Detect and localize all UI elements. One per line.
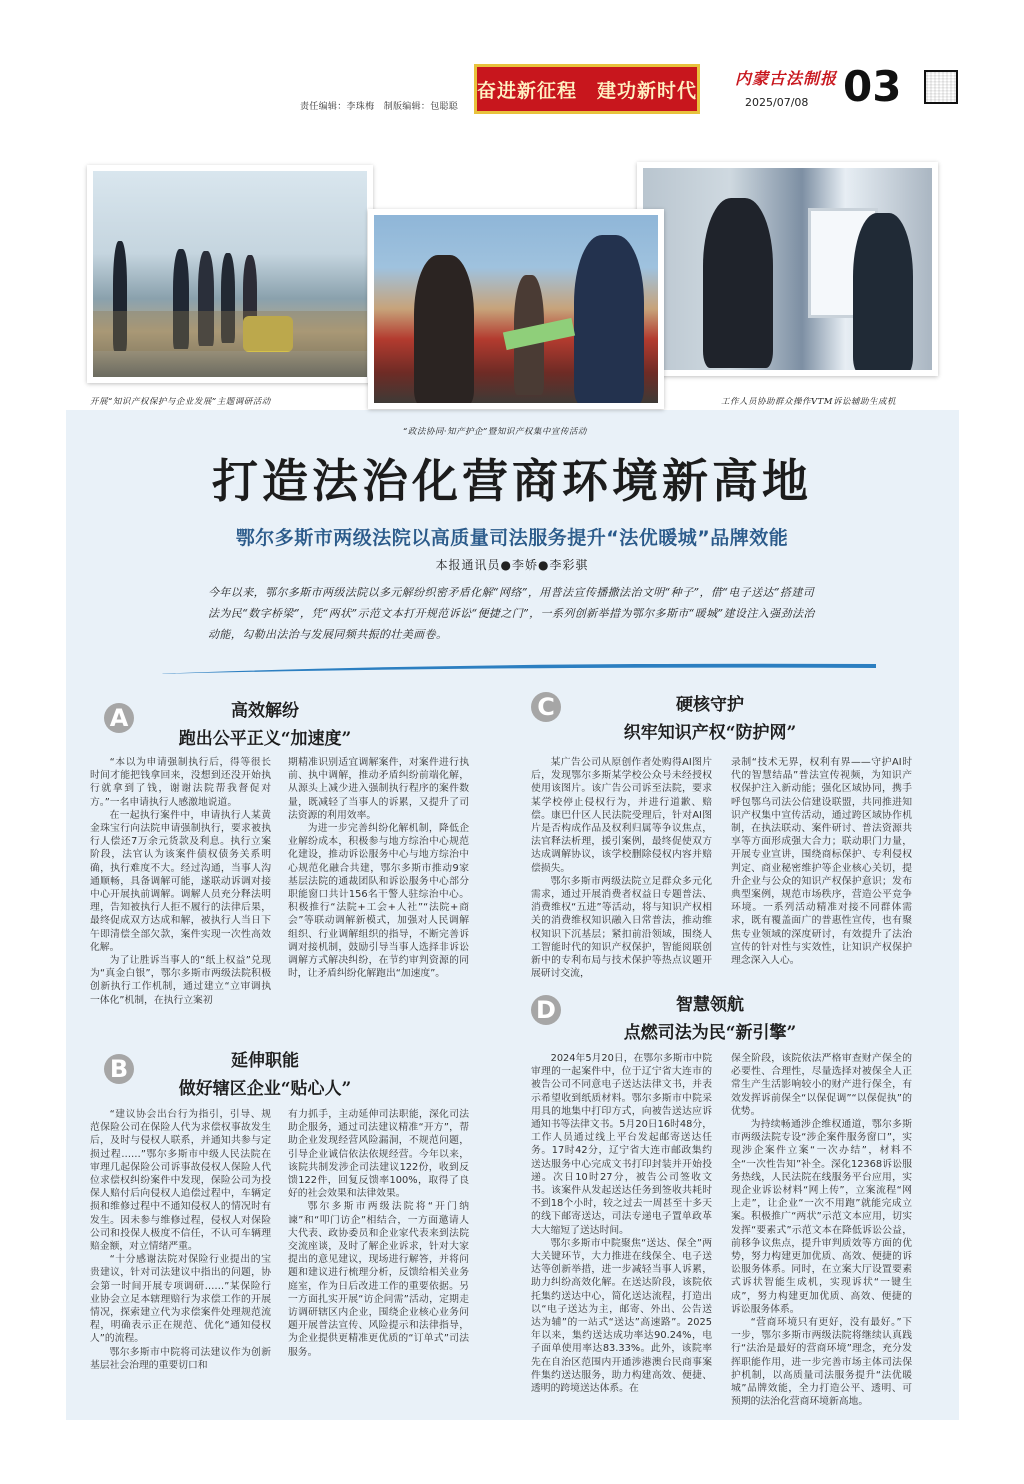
editor-credits: 责任编辑：李珠梅 制版编辑：包聪聪 (300, 102, 459, 112)
paragraph: 鄂尔多斯市两级法院将“开门纳谏”和“叩门访企”相结合，一方面邀请人大代表、政协委员和企业家代表来到法院交流座谈，及时了解企业诉求，针对大家提出的意见建议，现场进行解答，并将问题和建议进行梳理分析，反馈给相关业务庭室，作为日后改进工作的重要依据。另一方面扎实开展“访企问需”活动，定期走访调研辖区内企业，围绕企业核心业务问题开展普法宣传、风险提示和法律指导，为企业提供更精准更优质的“订单式”司法服务。 (288, 1201, 469, 1358)
section-d-title (585, 990, 835, 1043)
paragraph: 为了让胜诉当事人的“纸上权益”兑现为“真金白银”，鄂尔多斯市两级法院积极创新执行工作机制，通过建立“立审调执一体化”机制，在执行立案初 (90, 955, 271, 1006)
section-d-column-2 (731, 1052, 912, 1408)
paragraph: 为持续畅通涉企维权通道，鄂尔多斯市两级法院专设“涉企案件服务窗口”，实现涉企案件立案“一次办结”，材料不全“一次性告知”补全。深化12368诉讼服务热线，人民法院在线服务平台应用，实现企业诉讼材料“网上传”，立案流程“网上走”，让企业“一次不用跑”就能完成立案。积极推广“两状”示范文本应用，切实发挥“要素式”示范文本在降低诉讼公益，前移争议焦点，提升审判质效等方面的优势，努力构建更加优质、高效、便捷的诉讼服务体系。同时，在立案大厅设置要素式诉状智能生成机，实现诉状“一键生成”，努力构建更加优质、高效、便捷的诉讼服务体系。 (731, 1119, 912, 1315)
section-b-title (140, 1046, 390, 1099)
paragraph: 某广告公司从原创作者处购得AI图片后，发现鄂尔多斯某学校公众号未经授权使用该图片。该广告公司诉至法院，要求某学校停止侵权行为，并进行道歉、赔偿。康巴什区人民法院受理后，针对AI图片是否构成作品及权利归属等争议焦点，法官释法析理，援引案例，最终促使双方达成调解协议，该学校删除侵权内容并赔偿损失。 (531, 757, 712, 874)
section-a-column-1 (90, 756, 271, 1007)
paragraph: “本以为申请强制执行后，得等很长时间才能把钱拿回来，没想到还没开始执行就拿到了钱，谢谢法院帮我督促对方。”一名申请执行人感激地说道。 (90, 757, 271, 808)
section-b-title-line1: 延伸职能 (231, 1051, 299, 1071)
photo-caption-right: 工作人员协助群众操作VTM诉讼辅助生成机 (721, 397, 897, 407)
section-c-title (585, 690, 835, 743)
paragraph: 鄂尔多斯市中院聚焦“送达、保全”两大关键环节，大力推进在线保全、电子送达等创新举措，进一步减轻当事人诉累，助力纠纷高效化解。在送达阶段，该院依托集约送达中心，简化送达流程，打造出以“电子送达为主，邮寄、外出、公告送达为辅”的一站式“送达”高速路”。2025年以来，集约送达成功率达90.24%，电子面单使用率达83.33%。此外，该院率先在自治区范围内开通涉港澳台民商事案件集约送达服务，助力构建高效、便捷、透明的跨境送达体系。在 (531, 1237, 712, 1395)
article-lead: 今年以来，鄂尔多斯市两级法院以多元解纷织密矛盾化解“网络”，用普法宣传播撒法治文明“种子”，借“电子送达”搭建司法为民“数字桥梁”，凭“两状”示范文本打开规范诉讼“便捷之门”，一系列创新举措为鄂尔多斯市“暖城”建设注入强劲法治动能，勾勒出法治与发展同频共振的壮美画卷。 (208, 586, 815, 641)
section-b-column-1 (90, 1108, 271, 1372)
outdoor-campaign-image (374, 215, 658, 403)
vtm-machine-image (643, 168, 932, 370)
paragraph: 鄂尔多斯市中院将司法建议作为创新基层社会治理的重要切口和 (90, 1346, 271, 1371)
section-b-title-line2: 做好辖区企业“贴心人” (178, 1079, 352, 1099)
section-d-title-line1: 智慧领航 (676, 995, 744, 1015)
section-c-column-2 (731, 756, 912, 967)
paragraph: “营商环境只有更好，没有最好。”下一步，鄂尔多斯市两级法院将继续认真践行“法治是最好的营商环境”理念，充分发挥职能作用，进一步完善市场主体司法保护机制，以高质量司法服务提升“法优暖城”品牌效能，全力打造公平、透明、可预期的法治化营商环境新高地。 (731, 1317, 912, 1408)
paragraph: 有力抓手，主动延伸司法职能，深化司法助企服务，通过司法建议精准“开方”，帮助企业发现经营风险漏洞，不规范问题，引导企业诚信依法依规经营。今年以来，该院共制发涉企司法建议122份，收到反馈122件，回复反馈率100%，取得了良好的社会效果和法律效果。 (288, 1109, 469, 1200)
section-b-column-2 (288, 1108, 469, 1359)
paragraph: 保全阶段，该院依法严格审查财产保全的必要性、合理性，尽量选择对被保全人正常生产生活影响较小的财产进行保全，有效发挥诉前保全“以保促调”“以保促执”的优势。 (731, 1053, 912, 1117)
page-number: 03 (843, 62, 902, 111)
photo-caption-center: “政法协同·知产护企”暨知识产权集中宣传活动 (403, 427, 587, 437)
photo-caption-left: 开展“知识产权保护与企业发展”主题调研活动 (90, 397, 271, 407)
section-a-title-line1: 高效解纷 (231, 701, 299, 721)
paragraph: “建议协会出台行为指引，引导、规范保险公司在保险人代为求偿权事故发生后，及时与侵权人联系，并通知共参与定损过程……”鄂尔多斯市中级人民法院在审理几起保险公司诉事故侵权人保险人代位求偿权纠纷案件中发现，保险公司为投保人赔付后向侵权人追偿过程中，车辆定损和维修过程中不通知侵权人的情况时有发生。因未参与维修过程，侵权人对保险公司和投保人极度不信任，不认可车辆理赔金额，对立情绪严重。 (90, 1109, 271, 1253)
article-subheadline: 鄂尔多斯市两级法院以高质量司法服务提升“法优暖城”品牌效能 (235, 527, 789, 549)
paragraph: 为进一步完善纠纷化解机制，降低企业解纷成本，积极参与地方综治中心规范化建设，推动诉讼服务中心与地方综治中心规范化融合共建，鄂尔多斯市推动9家基层法院的通裁团队和诉讼服务中心部分职能窗口共计156名干警人驻综治中心。积极推行“法院+工会+人社”“法院+商会”等联动调解新模式，加强对人民调解组织、行业调解组织的指导，不断完善诉调对接机制，鼓励引导当事人选择非诉讼调解方式解决纠纷，在节约审判资源的同时，让矛盾纠纷化解跑出“加速度”。 (288, 823, 469, 980)
qr-code-icon (924, 70, 958, 104)
paragraph: 期精准识别适宜调解案件，对案件进行执前、执中调解，推动矛盾纠纷前端化解，从源头上减少进入强制执行程序的案件数量，既减轻了当事人的诉累，又提升了司法资源的利用效率。 (288, 757, 469, 821)
section-d-title-line2: 点燃司法为民“新引擎” (623, 1023, 797, 1043)
photo-ip-campaign (368, 209, 664, 409)
section-a-marker: A (104, 703, 134, 733)
slogan-banner (474, 64, 700, 114)
decorative-swoosh (156, 660, 876, 676)
section-d-column-1 (531, 1052, 712, 1395)
paragraph: 2024年5月20日，在鄂尔多斯市中院审理的一起案件中，位于辽宁省大连市的被告公司不同意电子送达法律文书，并表示希望收到纸质材料。鄂尔多斯市中院采用具的地集中打印方式，向被告送达应诉通知书等法律文书。5月20日16时48分，工作人员通过线上平台发起邮寄送达任务。17时42分，辽宁省大连市邮政集约送达服务中心完成文书打印封装并开始投递。次日10时27分，被告公司签收文书。该案件从发起送达任务到签收共耗时不到18个小时，较之过去一周甚至十多天的线下邮寄送达，司法专递电子置单政革大大缩短了送达时间。 (531, 1053, 712, 1236)
paragraph: 在一起执行案件中，申请执行人某黄金珠宝行向法院申请强制执行，要求被执行人偿还7万余元货款及利息。执行立案阶段，法官认为该案件债权债务关系明确，执行难度不大。经过沟通，当事人沟通顺畅，具备调解可能，遂联动诉调对接中心开展执前调解。调解人员充分释法明理，告知被执行人拒不履行的法律后果，最终促成双方达成和解，被执行人当日下午即清偿全部欠款，案件实现一次性高效化解。 (90, 809, 271, 953)
section-c-title-line2: 织牢知识产权“防护网” (623, 723, 797, 743)
section-a-title (140, 696, 390, 749)
article-headline: 打造法治化营商环境新高地 (212, 454, 812, 508)
section-c-title-line1: 硬核守护 (676, 695, 744, 715)
section-a-title-line2: 跑出公平正义“加速度” (178, 729, 352, 749)
section-c-column-1 (531, 756, 712, 980)
paragraph: 录制“技术无界，权利有界——守护AI时代的智慧结晶”普法宣传视频，为知识产权保护注入新动能；强化区域协同，携手呼包鄂乌司法公信建设联盟，共同推进知识产权集中宣传活动，通过跨区域协作机制，在执法联动、案件研讨、普法资源共享等方面形成强大合力；联动职门力量，开展专业宣讲，围绕商标保护、专利侵权判定、商业秘密维护等企业核心关切，提升企业与公众的知识产权保护意识；发布典型案例，规范市场秩序，营造公平竞争环境。一系列活动精准对接不同群体需求，既有覆盖面广的普惠性宣传，也有聚焦专业领域的深度研讨，有效提升了法治宣传的针对性与实效性，让知识产权保护理念深入人心。 (731, 757, 912, 967)
section-b-marker: B (104, 1054, 134, 1084)
exhibition-hall-image (93, 171, 367, 377)
article-byline: 本报通讯员●李娇●李彩骐 (435, 558, 589, 572)
section-d-marker: D (531, 995, 561, 1025)
paragraph: 鄂尔多斯市两级法院立足群众多元化需求，通过开展消费者权益日专题普法、消费维权“五进”等活动，将与知识产权相关的消费维权知识融入日常普法，推动维权知识下沉基层；紧扣前沿领域，围绕人工智能时代的知识产权保护，智能阅联创新中的专利布局与技术保护等热点议题开展研讨交流， (531, 875, 712, 980)
paragraph: “十分感谢法院对保险行业提出的宝贵建议，针对司法建议中指出的问题，协会第一时间开展专项调研……”某保险行业协会立足本辖理赔行为求偿工作的开展情况，探索建立代为求偿案件处理规范流程，明确表示正在规范、优化“通知侵权人”的流程。 (90, 1254, 271, 1345)
slogan-text: 奋进新征程 建功新时代 (477, 79, 698, 102)
issue-date: 2025/07/08 (745, 96, 809, 109)
section-a-column-2 (288, 756, 469, 980)
photo-research-activity (87, 165, 373, 383)
section-c-marker: C (531, 692, 561, 722)
newspaper-name: 内蒙古法制报 (735, 69, 838, 88)
photo-vtm-assist (637, 162, 938, 376)
